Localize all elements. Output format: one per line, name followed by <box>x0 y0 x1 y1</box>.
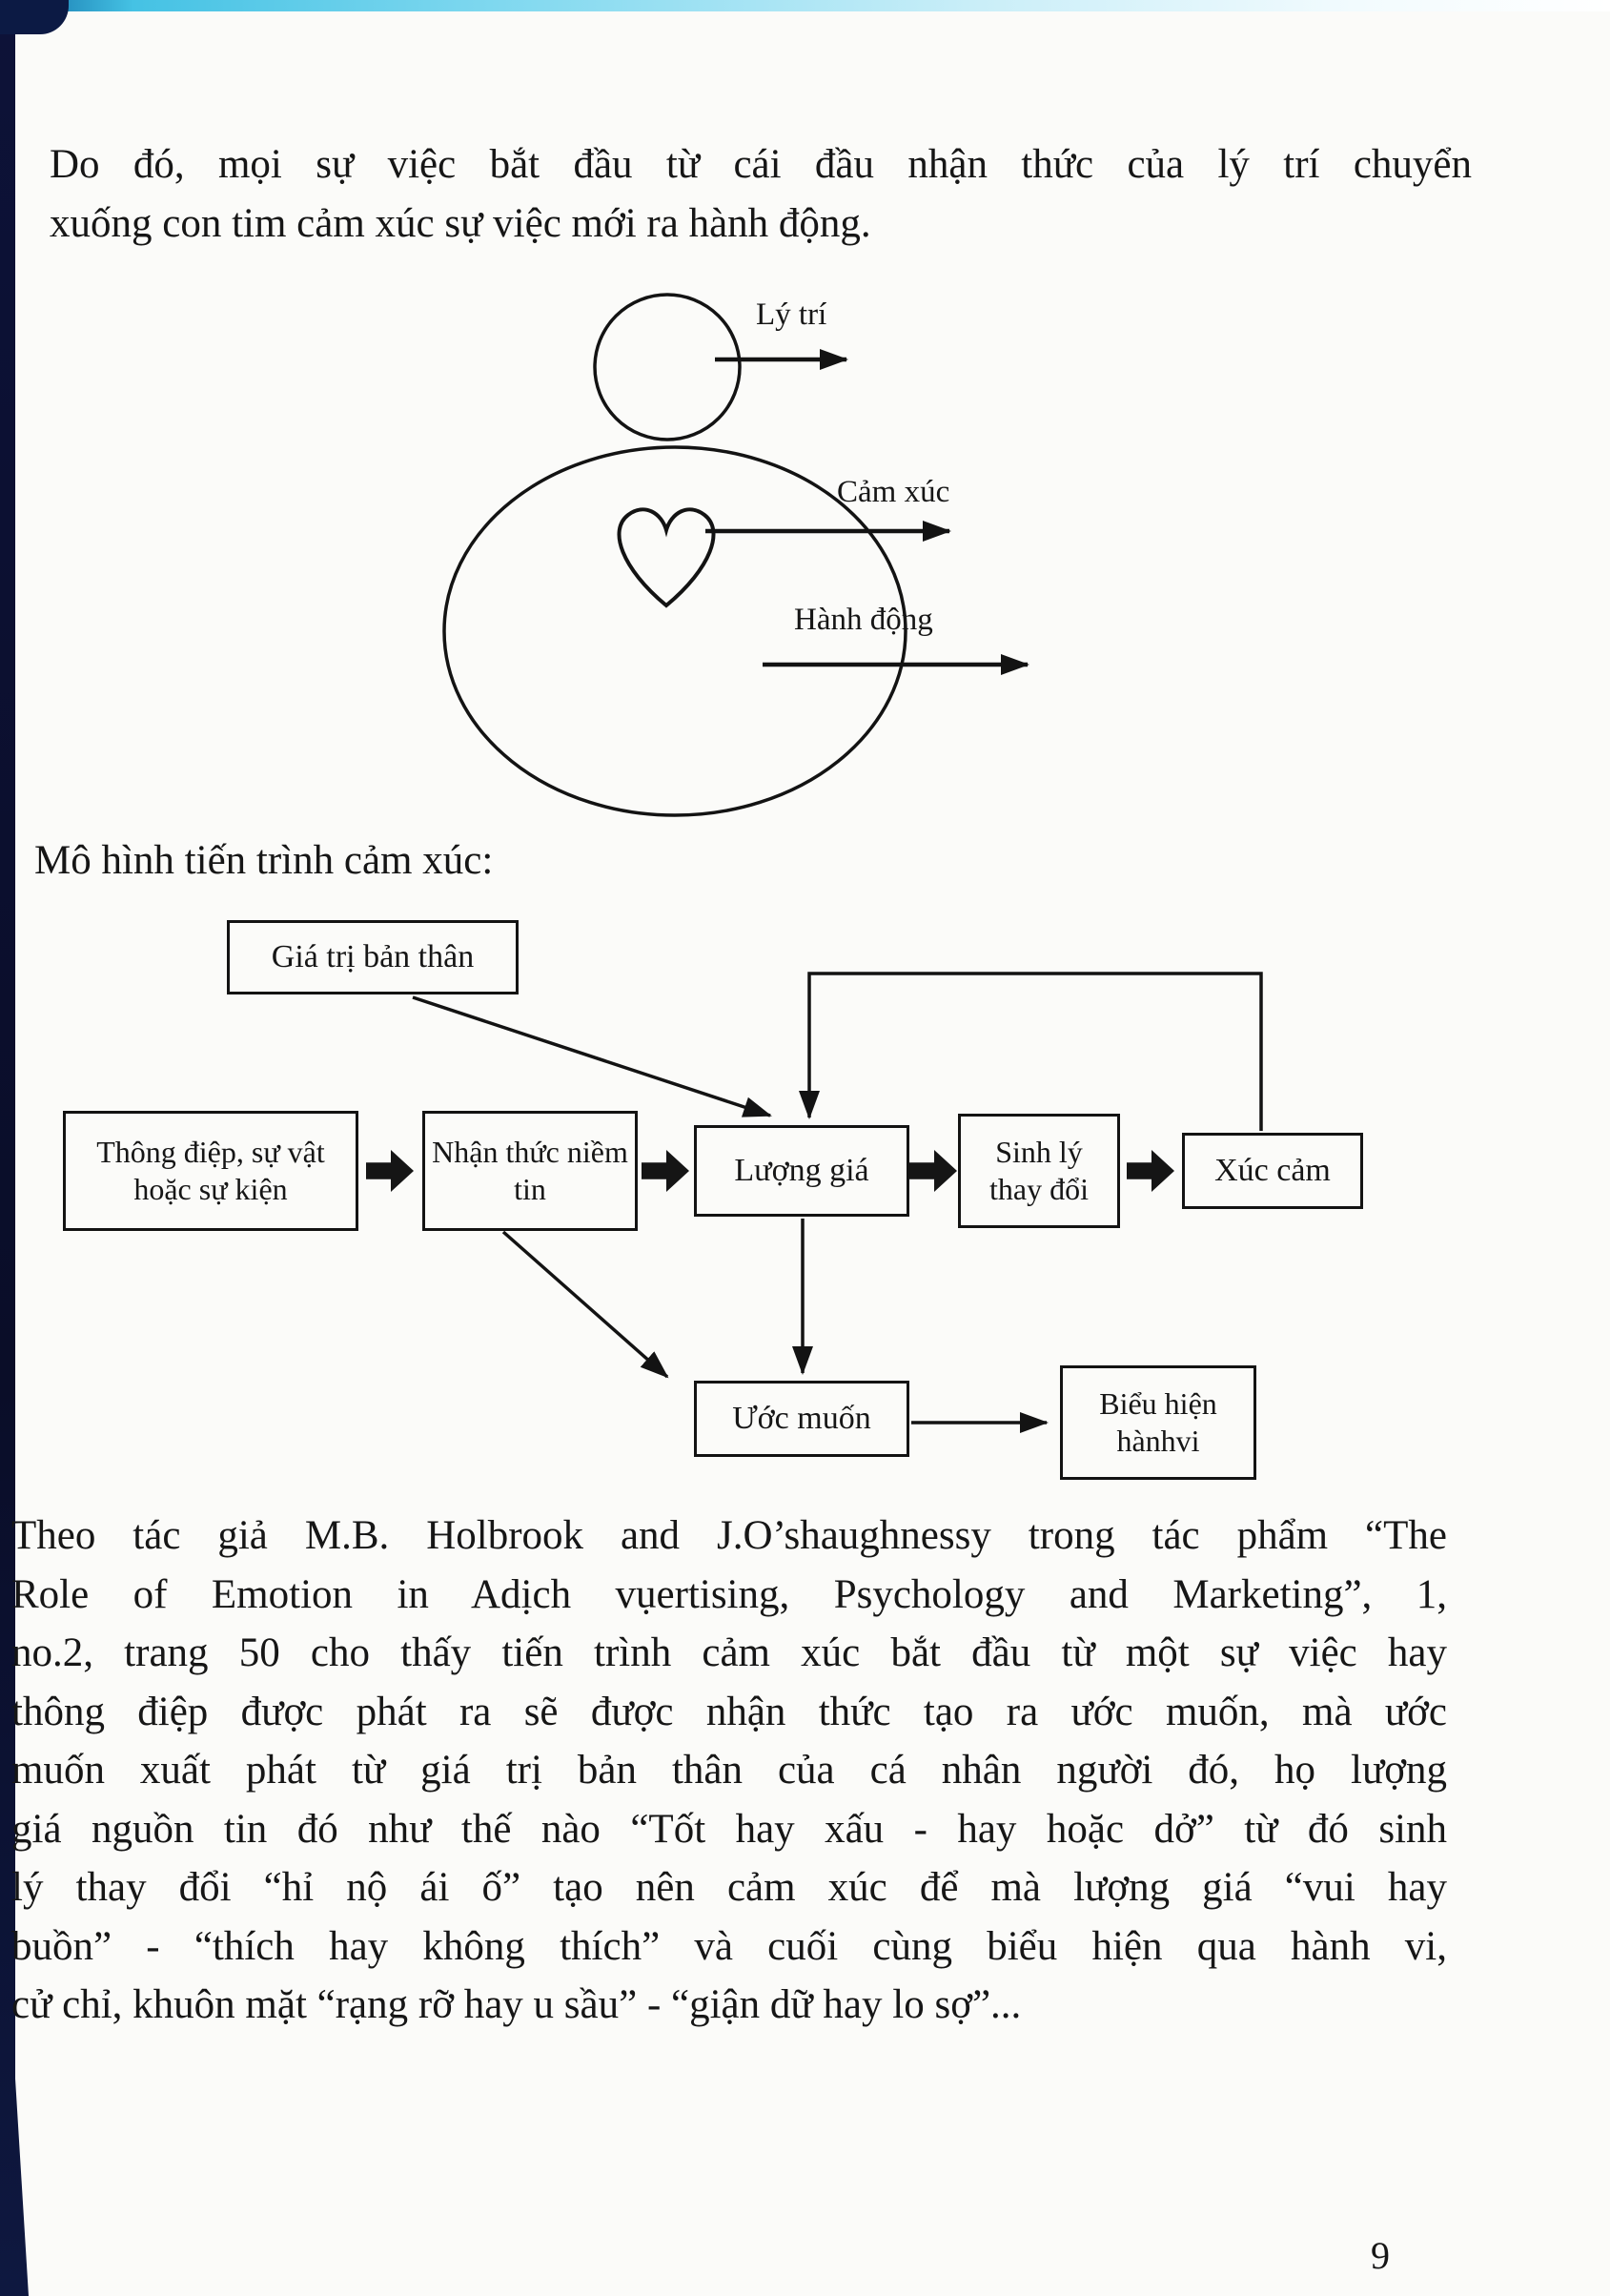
flow-box-behavior: Biểu hiện hànhvi <box>1060 1365 1256 1480</box>
flow-box-emotion: Xúc cảm <box>1182 1133 1363 1209</box>
flow-box-self-value: Giá trị bản thân <box>227 920 519 994</box>
head-circle <box>595 295 740 440</box>
flow-arrow-icon <box>366 1150 414 1192</box>
flow-arrow-icon <box>1127 1150 1174 1192</box>
paragraph-bottom: Theo tác giả M.B. Holbrook and J.O’shaughnessy trong tác phẩm “The Role of Emotion in Adịch vụertising, Psychology and Marketing”, 1, no.2, trang 50 cho thấy tiến trình cảm xúc bắt đầu từ một sự việc hay thông điệp được phát ra sẽ được nhận thức tạo ra ước muốn, mà ước muốn xuất phát từ giá trị bản thân của cá nhân người đó, họ lượng giá nguồn tin đó như thế nào “Tốt hay xấu - hay hoặc dở” từ đó sinh lý thay đổi “hỉ nộ ái ố” tạo nên cảm xúc để mà lượng giá “vui hay buồn” - “thích hay không thích” và cuối cùng biểu hiện qua hành vi, cử chỉ, khuôn mặt “rạng rỡ hay u sầu” - “giận dữ hay lo sợ”... <box>11 1513 1447 2027</box>
page-number: 9 <box>1371 2234 1390 2277</box>
flow-box-message: Thông điệp, sự vật hoặc sự kiện <box>63 1111 358 1231</box>
scan-top-edge <box>0 0 1610 11</box>
label-action: Hành động <box>794 603 933 637</box>
flow-box-desire: Ước muốn <box>694 1381 909 1457</box>
selfvalue-to-appraisal-line <box>413 997 770 1116</box>
flow-arrow-icon <box>642 1150 689 1192</box>
label-reason: Lý trí <box>756 297 827 332</box>
perception-to-desire-line <box>503 1232 667 1377</box>
paragraph-top: Do đó, mọi sự việc bắt đầu từ cái đầu nhận thức của lý trí chuyển xuống con tim cảm xúc sự việc mới ra hành động. <box>50 142 1472 246</box>
flow-box-appraisal: Lượng giá <box>694 1125 909 1217</box>
label-emotion: Cảm xúc <box>837 475 950 509</box>
feedback-loop-line <box>809 974 1261 1131</box>
flow-box-physiology: Sinh lý thay đổi <box>958 1114 1120 1228</box>
flow-arrow-icon <box>909 1150 957 1192</box>
heart-icon <box>619 509 713 605</box>
scan-corner-artifact <box>0 0 69 34</box>
model-caption: Mô hình tiến trình cảm xúc: <box>34 838 494 883</box>
flow-box-perception: Nhận thức niềm tin <box>422 1111 638 1231</box>
